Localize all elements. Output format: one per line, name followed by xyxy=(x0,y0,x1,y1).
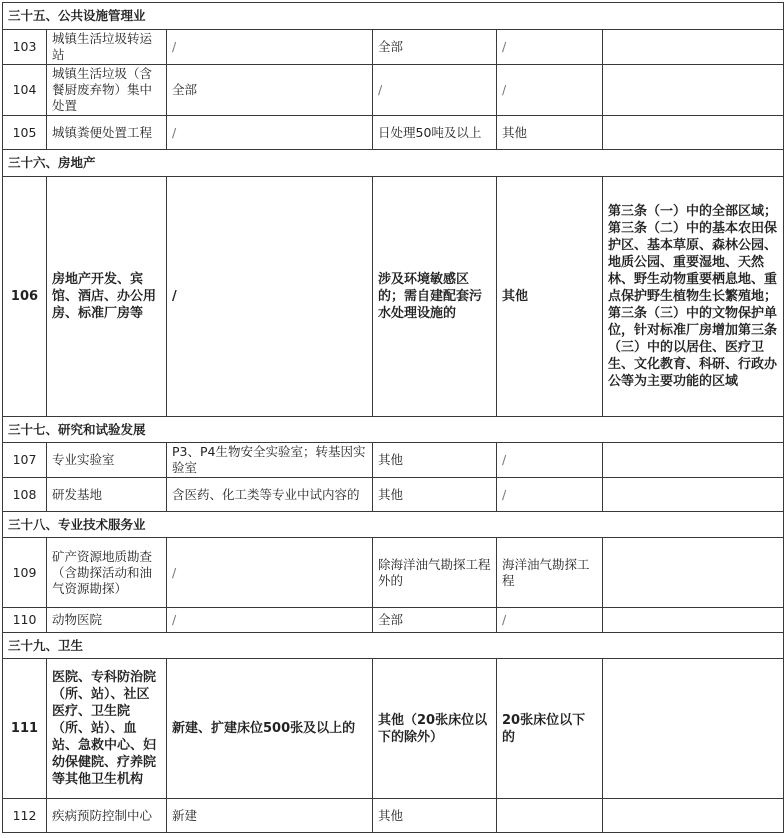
sensitive-area-cell xyxy=(603,30,784,65)
project-name: 城镇粪便处置工程 xyxy=(47,116,167,150)
report-cell: / xyxy=(167,30,373,65)
registration-cell: 其他 xyxy=(497,177,603,417)
sensitive-area-cell xyxy=(603,659,784,799)
section-title: 三十八、专业技术服务业 xyxy=(3,512,784,538)
report-cell: / xyxy=(167,608,373,633)
table-cell: 除海洋油气勘探工程外的 xyxy=(373,538,497,608)
sensitive-area-cell: 第三条（一）中的全部区域；第三条（二）中的基本农田保护区、基本草原、森林公园、地质公园、重要湿地、天然林、野生动物重要栖息地、重点保护野生植物生长繁殖地；第三条（三）中的文物保护单位，针对标准厂房增加第三条（三）中的以居住、医疗卫生、文化教育、科研、行政办公等为主要功能的区域 xyxy=(603,177,784,417)
row-number: 107 xyxy=(3,443,47,478)
project-name: 矿产资源地质勘查（含勘探活动和油气资源勘探） xyxy=(47,538,167,608)
project-name: 房地产开发、宾馆、酒店、办公用房、标准厂房等 xyxy=(47,177,167,417)
sensitive-area-cell xyxy=(603,608,784,633)
table-row xyxy=(3,443,784,478)
report-cell: 全部 xyxy=(167,65,373,116)
table-cell: 其他 xyxy=(373,443,497,478)
registration-cell: / xyxy=(497,30,603,65)
section-title: 三十九、卫生 xyxy=(3,633,784,659)
section-row xyxy=(3,417,784,443)
registration-cell: / xyxy=(497,608,603,633)
row-number: 106 xyxy=(3,177,47,417)
registration-cell: / xyxy=(497,443,603,478)
row-number: 109 xyxy=(3,538,47,608)
table-cell: / xyxy=(373,65,497,116)
row-number: 105 xyxy=(3,116,47,150)
project-name: 城镇生活垃圾（含餐厨废弃物）集中处置 xyxy=(47,65,167,116)
project-name: 动物医院 xyxy=(47,608,167,633)
table-row xyxy=(3,116,784,150)
registration-cell: / xyxy=(497,478,603,512)
project-name: 专业实验室 xyxy=(47,443,167,478)
table-row xyxy=(3,177,784,417)
report-cell: / xyxy=(167,177,373,417)
table-row xyxy=(3,30,784,65)
table-cell: 其他 xyxy=(373,478,497,512)
sensitive-area-cell xyxy=(603,65,784,116)
table-cell: 其他 xyxy=(373,799,497,833)
registration-cell: 其他 xyxy=(497,116,603,150)
section-title: 三十五、公共设施管理业 xyxy=(3,3,784,30)
table-cell: 全部 xyxy=(373,608,497,633)
row-number: 112 xyxy=(3,799,47,833)
registration-cell xyxy=(497,799,603,833)
table-cell: 涉及环境敏感区的；需自建配套污水处理设施的 xyxy=(373,177,497,417)
report-cell: / xyxy=(167,538,373,608)
report-cell: P3、P4生物安全实验室；转基因实验室 xyxy=(167,443,373,478)
table-row xyxy=(3,799,784,833)
row-number: 104 xyxy=(3,65,47,116)
section-row xyxy=(3,3,784,30)
registration-cell: / xyxy=(497,65,603,116)
row-number: 103 xyxy=(3,30,47,65)
sensitive-area-cell xyxy=(603,443,784,478)
sensitive-area-cell xyxy=(603,538,784,608)
table-row xyxy=(3,538,784,608)
section-title: 三十六、房地产 xyxy=(3,150,784,177)
sensitive-area-cell xyxy=(603,799,784,833)
table-cell: 日处理50吨及以上 xyxy=(373,116,497,150)
section-row xyxy=(3,633,784,659)
sensitive-area-cell xyxy=(603,478,784,512)
project-name: 研发基地 xyxy=(47,478,167,512)
row-number: 111 xyxy=(3,659,47,799)
section-row xyxy=(3,512,784,538)
section-title: 三十七、研究和试验发展 xyxy=(3,417,784,443)
table-cell: 其他（20张床位以下的除外） xyxy=(373,659,497,799)
report-cell: 含医药、化工类等专业中试内容的 xyxy=(167,478,373,512)
table-row xyxy=(3,659,784,799)
classification-table xyxy=(2,2,784,833)
table-cell: 全部 xyxy=(373,30,497,65)
report-cell: / xyxy=(167,116,373,150)
table-row xyxy=(3,65,784,116)
report-cell: 新建 xyxy=(167,799,373,833)
row-number: 110 xyxy=(3,608,47,633)
registration-cell: 海洋油气勘探工程 xyxy=(497,538,603,608)
section-row xyxy=(3,150,784,177)
project-name: 疾病预防控制中心 xyxy=(47,799,167,833)
table-row xyxy=(3,478,784,512)
project-name: 城镇生活垃圾转运站 xyxy=(47,30,167,65)
sensitive-area-cell xyxy=(603,116,784,150)
table-row xyxy=(3,608,784,633)
row-number: 108 xyxy=(3,478,47,512)
report-cell: 新建、扩建床位500张及以上的 xyxy=(167,659,373,799)
registration-cell: 20张床位以下的 xyxy=(497,659,603,799)
project-name: 医院、专科防治院（所、站）、社区医疗、卫生院（所、站）、血站、急救中心、妇幼保健院、疗养院等其他卫生机构 xyxy=(47,659,167,799)
